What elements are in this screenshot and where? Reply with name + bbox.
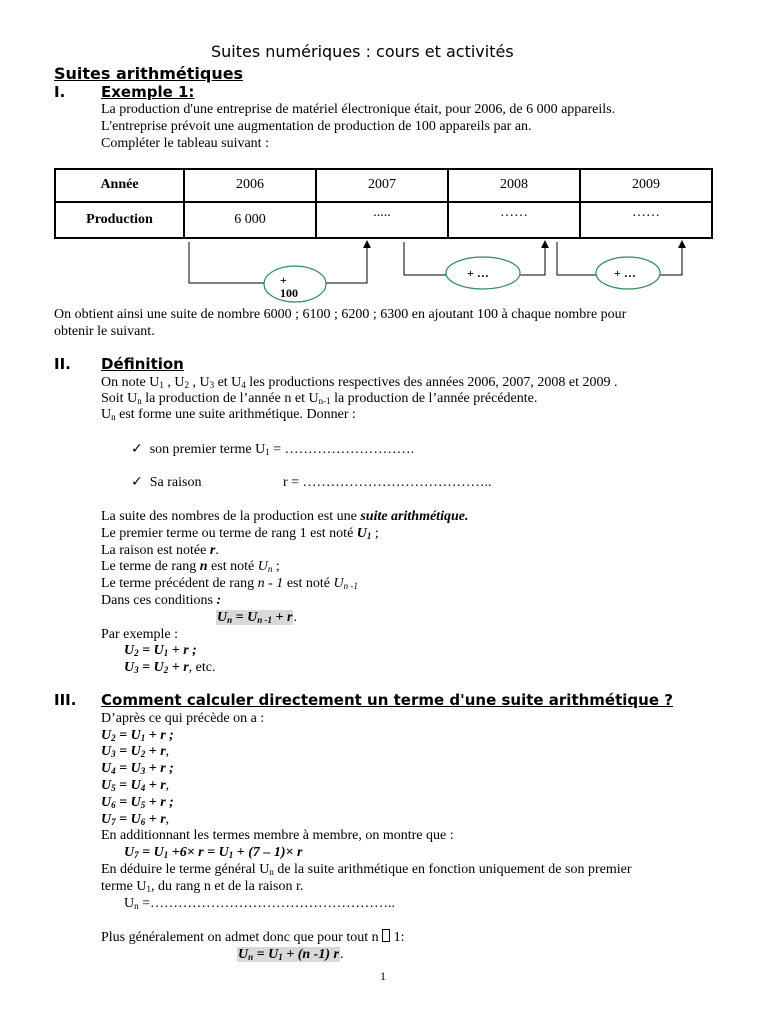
definition-soit: Soit $U_n$ la production de l’année n et $U_{n-1}$ la production de l’année précédente. xyxy=(101,391,538,406)
table-cell-production: …… xyxy=(580,202,712,238)
table-cell-production: 6 000 xyxy=(184,202,316,238)
section-3-sum: En additionnant les termes membre à membre, on montre que : xyxy=(101,828,454,843)
recurrence-formula: $U_n = U_{n -1} + r$. xyxy=(217,610,297,625)
section-3-title: Comment calculer directement un terme d'une suite arithmétique ? xyxy=(101,691,673,709)
table-cell-production: ..... xyxy=(316,202,448,238)
section-1-title: Exemple 1: xyxy=(101,83,195,101)
example-u2: $U_2 = U_1 + r$ ; xyxy=(124,643,197,658)
bubble-label-1: + 100 xyxy=(280,273,298,300)
section-2-number: II. xyxy=(54,355,71,373)
bubble-label-3: + … xyxy=(614,266,636,280)
def-line-6: Dans ces conditions : xyxy=(101,593,222,608)
check-icon: ✓ xyxy=(131,474,143,490)
definition-intro: On note $U_1$ , $U_2$ , $U_3$ et $U_4$ les productions respectives des années 2006, 2007, 2008 et 2009 . xyxy=(101,375,618,390)
example-label: Par exemple : xyxy=(101,627,178,642)
table-header-year: Année xyxy=(55,169,184,202)
table-cell-year: 2008 xyxy=(448,169,580,202)
general-formula: $U_n = U_1 + (n$ -1) r. xyxy=(238,947,344,962)
table-cell-year: 2007 xyxy=(316,169,448,202)
check-icon: ✓ xyxy=(131,441,143,457)
page-number: 1 xyxy=(380,969,386,983)
def-line-4: Le terme de rang n est noté $U_n$ ; xyxy=(101,559,280,574)
def-line-1: La suite des nombres de la production est une suite arithmétique. xyxy=(101,509,469,524)
section-1-line-1: La production d'une entreprise de matériel électronique était, pour 2006, de 6 000 appareils. xyxy=(101,102,616,117)
page-title: Suites numériques : cours et activités xyxy=(211,42,514,61)
table-cell-production: …… xyxy=(448,202,580,238)
check-reason: ✓ Sa raison xyxy=(131,474,202,490)
increment-arrows-diagram xyxy=(0,0,768,310)
eq-u2: $U_2 = U_1 + r$ ; xyxy=(101,728,174,743)
eq-u7: $U_7 = U_6 + r$, xyxy=(101,812,170,827)
table-header-production: Production xyxy=(55,202,184,238)
section-1-line-3: Compléter le tableau suivant : xyxy=(101,136,269,151)
bubble-label-2: + … xyxy=(467,266,489,280)
section-3-general: Plus généralement on admet donc que pour tout n 1: xyxy=(101,930,405,945)
check-first-term: ✓ son premier terme $U_1$ = ………………………. xyxy=(131,441,415,457)
table-cell-year: 2006 xyxy=(184,169,316,202)
obtain-line-1: On obtient ainsi une suite de nombre 6000 ; 6100 ; 6200 ; 6300 en ajoutant 100 à chaque nombre pour xyxy=(54,307,627,322)
def-line-5: Le terme précédent de rang n - 1 est noté $U_{n -1}$ xyxy=(101,576,358,591)
eq-u3: $U_3 = U_2 + r$, xyxy=(101,744,170,759)
definition-un: $U_n$ est forme une suite arithmétique. Donner : xyxy=(101,407,356,422)
example-u3: $U_3 = U_2 + r$, etc. xyxy=(124,660,216,675)
main-heading: Suites arithmétiques xyxy=(54,64,244,83)
def-line-3: La raison est notée r. xyxy=(101,543,219,558)
obtain-line-2: obtenir le suivant. xyxy=(54,324,155,339)
eq-u7-sum: $U_7 = U_1 +6\times r = U_1 + (7 - 1)\times r$ xyxy=(124,845,303,860)
section-1-line-2: L'entreprise prévoit une augmentation de production de 100 appareils par an. xyxy=(101,119,532,134)
missing-glyph-icon xyxy=(382,929,390,942)
section-3-deduce-1: En déduire le terme général $U_n$ de la suite arithmétique en fonction uniquement de son premier xyxy=(101,862,632,877)
section-3-deduce-2: terme $U_1$, du rang n et de la raison r. xyxy=(101,879,304,894)
eq-u6: $U_6 = U_5 + r$ ; xyxy=(101,795,174,810)
section-1-number: I. xyxy=(54,83,66,101)
table-cell-year: 2009 xyxy=(580,169,712,202)
check-reason-value: r = ………………………………….. xyxy=(283,475,492,490)
section-3-un-blank: $U_n$ =…………………………………………….. xyxy=(124,896,396,911)
def-line-2: Le premier terme ou terme de rang 1 est noté $U_1$ ; xyxy=(101,526,379,541)
eq-u5: $U_5 = U_4 + r$, xyxy=(101,778,170,793)
section-3-number: III. xyxy=(54,691,77,709)
eq-u4: $U_4 = U_3 + r$ ; xyxy=(101,761,174,776)
section-3-intro: D’après ce qui précède on a : xyxy=(101,711,265,726)
section-2-title: Définition xyxy=(101,355,184,373)
